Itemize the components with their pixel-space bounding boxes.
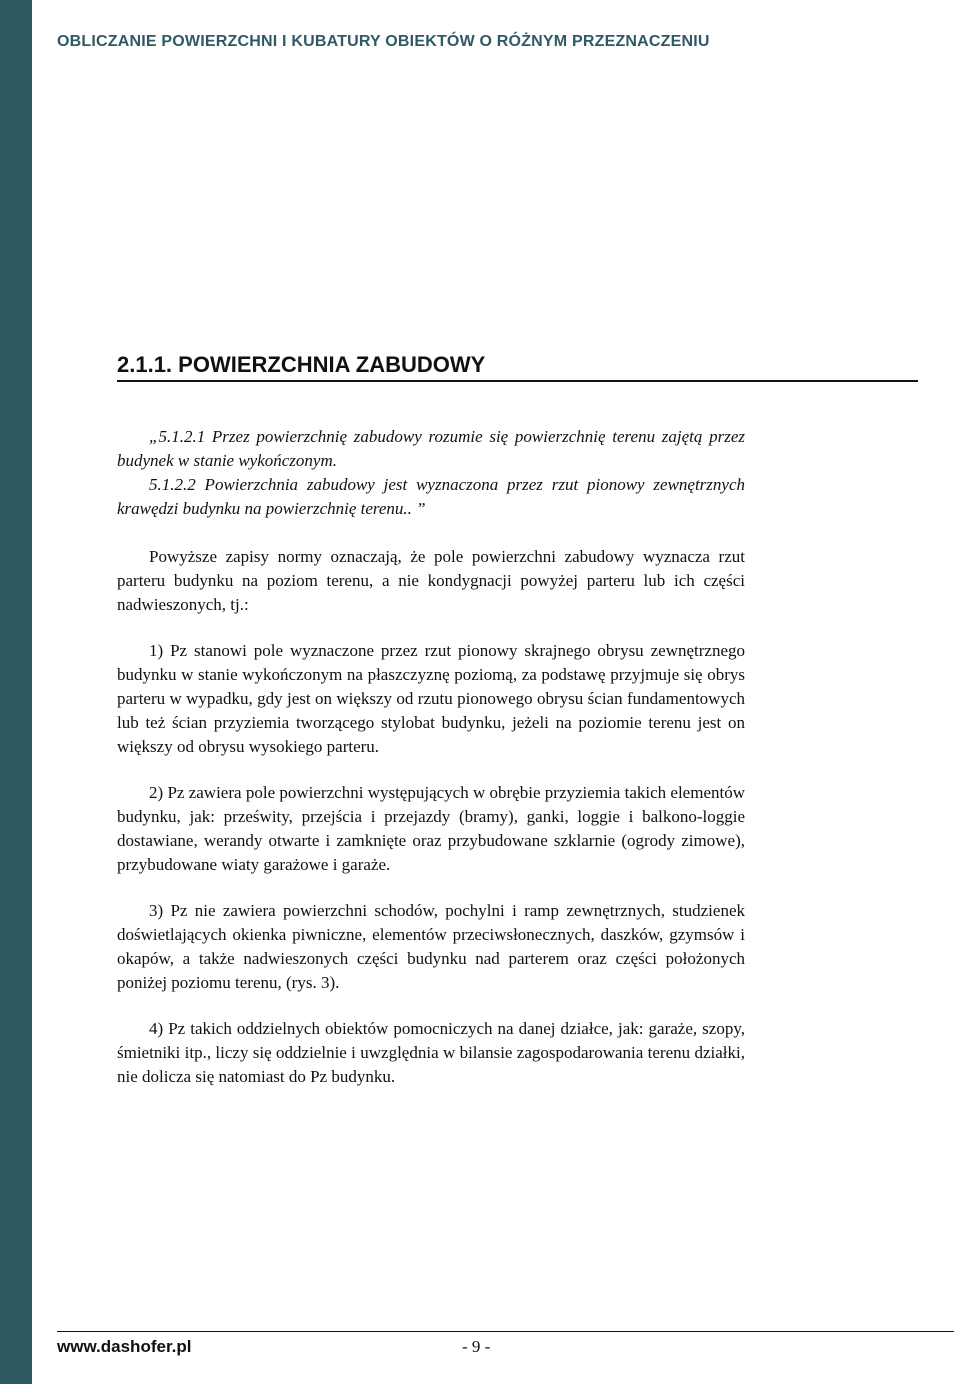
- footer-website-link[interactable]: www.dashofer.pl: [57, 1337, 192, 1356]
- norm-quote-5-1-2-1: „5.1.2.1 Przez powierzchnię zabudowy rozumie się powierzchnię terenu zajętą przez budynek w stanie wykończonym.: [117, 427, 745, 470]
- paragraph-point-4: 4) Pz takich oddzielnych obiektów pomocniczych na danej działce, jak: garaże, szopy, śmietniki itp., liczy się oddzielnie i uwzględnia w bilansie zagospodarowania terenu działki, nie dolicza się natomiast do Pz budynku.: [117, 1019, 745, 1086]
- spacer: [117, 521, 745, 545]
- paragraph-intro: Powyższe zapisy normy oznaczają, że pole powierzchni zabudowy wyznacza rzut parteru budynku na poziom terenu, a nie kondygnacji powyżej parteru lub ich części nadwieszonych, tj.:: [117, 547, 745, 614]
- section-heading: 2.1.1. POWIERZCHNIA ZABUDOWY: [117, 352, 486, 377]
- running-header: OBLICZANIE POWIERZCHNI I KUBATURY OBIEKTÓW O RÓŻNYM PRZEZNACZENIU: [57, 33, 710, 50]
- body-content: [117, 425, 745, 1089]
- spacer: [117, 877, 745, 899]
- norm-quote-5-1-2-2: 5.1.2.2 Powierzchnia zabudowy jest wyznaczona przez rzut pionowy zewnętrznych krawędzi budynku na powierzchnię terenu.. ”: [117, 475, 745, 518]
- spacer: [117, 995, 745, 1017]
- spacer: [117, 617, 745, 639]
- spacer: [117, 759, 745, 781]
- side-accent-bar: [0, 0, 32, 1384]
- paragraph-point-3: 3) Pz nie zawiera powierzchni schodów, pochylni i ramp zewnętrznych, studzienek doświetlających okienka piwniczne, elementów przeciwsłonecznych, daszków, gzymsów i okapów, a także nadwieszonych części budynku nad parterem oraz części położonych poniżej poziomu terenu, (rys. 3).: [117, 901, 745, 992]
- paragraph-point-2: 2) Pz zawiera pole powierzchni występujących w obrębie przyziemia takich elementów budynku, jak: prześwity, przejścia i przejazdy (bramy), ganki, loggie i balkono-loggie dostawiane, werandy otwarte i zamknięte oraz przybudowane szklarnie (ogrody zimowe), przybudowane wiaty garażowe i garaże.: [117, 783, 745, 874]
- page-number: - 9 -: [462, 1337, 491, 1356]
- footer-rule: [57, 1331, 954, 1332]
- paragraph-point-1: 1) Pz stanowi pole wyznaczone przez rzut pionowy skrajnego obrysu zewnętrznego budynku w stanie wykończonym na płaszczyznę poziomą, za podstawę przyjmuje się obrys parteru w wypadku, gdy jest on większy od rzutu pionowego obrysu ścian fundamentowych lub też ścian przyziemia tworzącego stylobat budynku, jeżeli na poziomie terenu jest on większy od obrysu wysokiego parteru.: [117, 641, 745, 756]
- heading-underline: [117, 380, 918, 382]
